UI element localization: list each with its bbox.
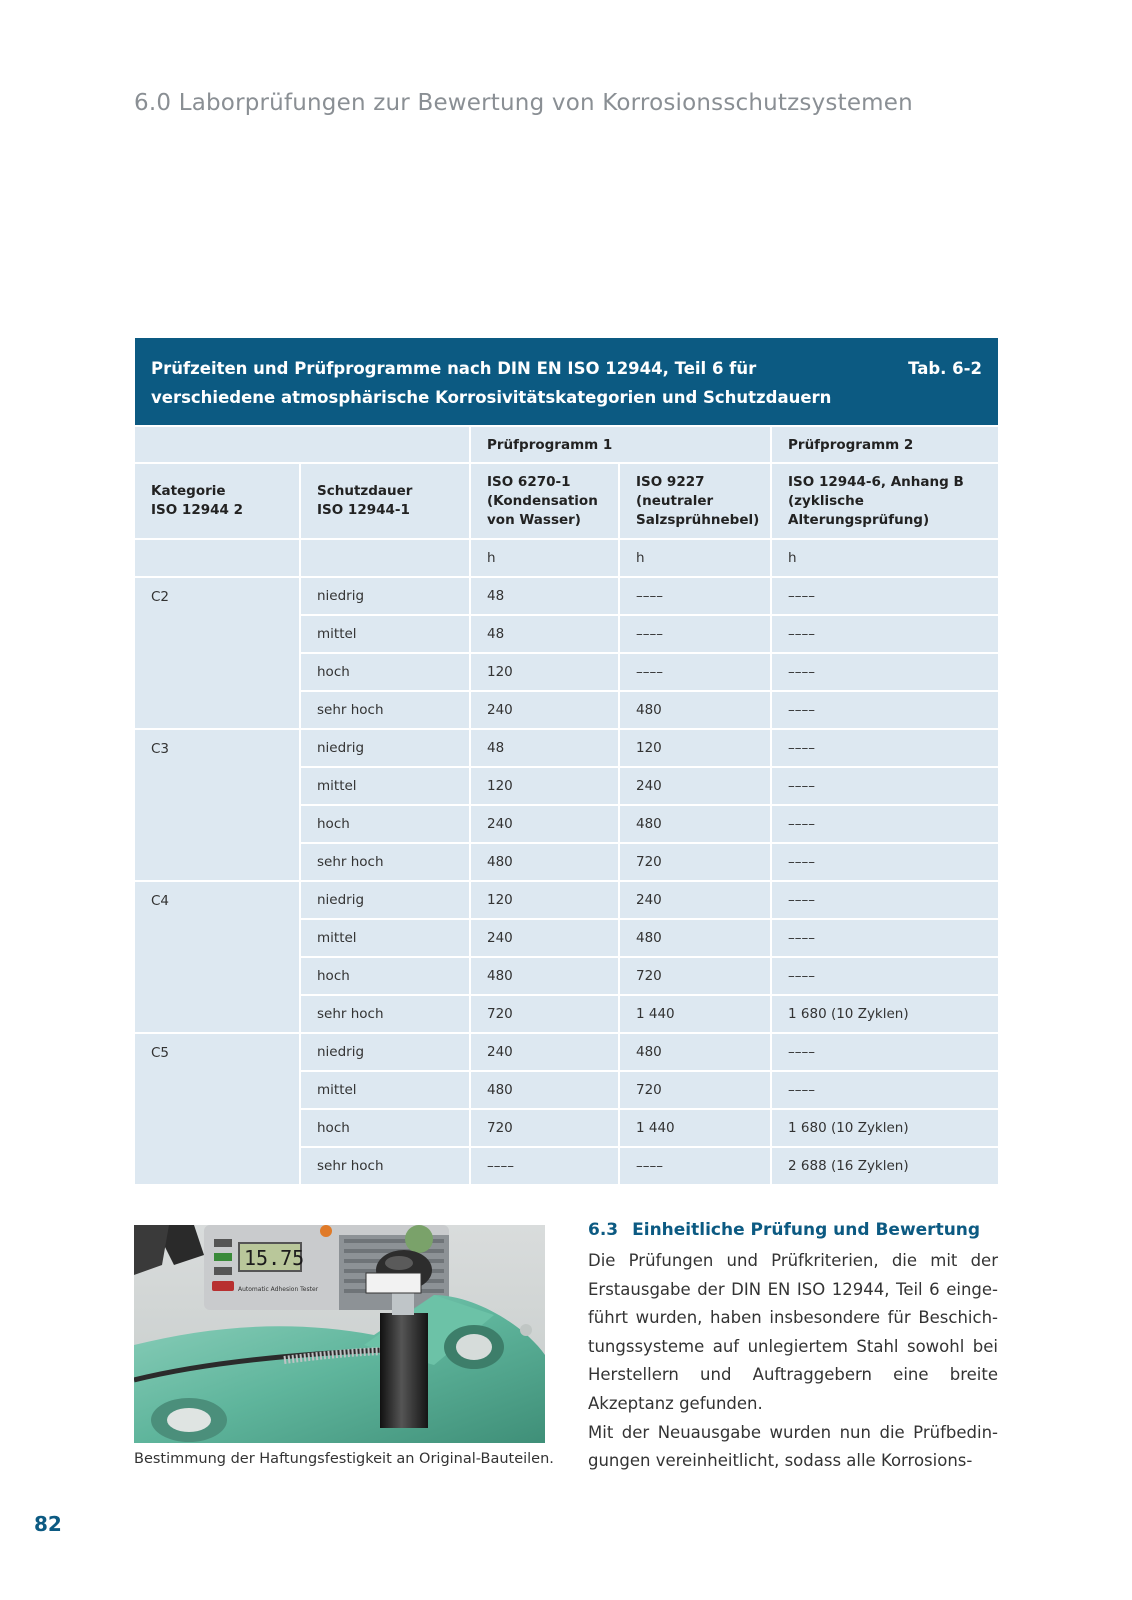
duration-cell: hoch	[301, 654, 471, 692]
col-iso6270-line: ISO 6270-1	[487, 473, 571, 490]
iso9227-cell: 120	[620, 730, 772, 768]
table-body	[135, 425, 998, 1186]
iso6270-cell: 120	[471, 882, 620, 920]
iso9227-cell: 480	[620, 692, 772, 730]
iso9227-cell: 1 440	[620, 996, 772, 1034]
duration-cell: niedrig	[301, 578, 471, 616]
tester-display-value: 15.75	[244, 1246, 305, 1270]
iso6270-cell: ––––	[471, 1148, 620, 1186]
col-kategorie-header	[135, 464, 301, 540]
col-iso12944-line: (zyklische Alterungsprüfung)	[788, 492, 930, 528]
iso12944-cell: ––––	[772, 1072, 998, 1110]
col-iso9227-line: Salzsprühnebel)	[636, 511, 760, 528]
duration-cell: hoch	[301, 1110, 471, 1148]
unit-empty	[301, 540, 471, 578]
program1-header: Prüfprogramm 1	[471, 425, 772, 464]
iso12944-cell: ––––	[772, 1034, 998, 1072]
iso12944-cell: ––––	[772, 882, 998, 920]
iso9227-cell: 240	[620, 768, 772, 806]
col-iso12944-header	[772, 464, 998, 540]
unit-cell: h	[471, 540, 620, 578]
iso6270-cell: 480	[471, 1072, 620, 1110]
iso6270-cell: 48	[471, 578, 620, 616]
category-cell: C3	[135, 730, 301, 882]
duration-cell: mittel	[301, 768, 471, 806]
iso12944-cell: ––––	[772, 844, 998, 882]
iso9227-cell: ––––	[620, 578, 772, 616]
iso9227-cell: ––––	[620, 1148, 772, 1186]
body-paragraph: Mit der Neuausgabe wurden nun die Prüfbedin-gungen vereinheitlicht, sodass alle Korrosions-	[588, 1422, 998, 1471]
iso9227-cell: 240	[620, 882, 772, 920]
table-row	[135, 1034, 998, 1072]
iso12944-cell: ––––	[772, 958, 998, 996]
tester-device-label: Automatic Adhesion Tester	[238, 1286, 319, 1293]
iso6270-cell: 480	[471, 958, 620, 996]
chapter-heading: 6.0 Laborprüfungen zur Bewertung von Korrosionsschutzsystemen	[134, 90, 913, 116]
category-cell: C5	[135, 1034, 301, 1186]
iso9227-cell: ––––	[620, 654, 772, 692]
unit-row	[135, 540, 998, 578]
iso9227-cell: 1 440	[620, 1110, 772, 1148]
duration-cell: mittel	[301, 920, 471, 958]
col-schutzdauer-line: Schutzdauer	[317, 483, 413, 499]
iso12944-cell: ––––	[772, 806, 998, 844]
iso9227-cell: 480	[620, 806, 772, 844]
iso12944-cell: ––––	[772, 692, 998, 730]
program-header-row	[135, 425, 998, 464]
col-schutzdauer-header	[301, 464, 471, 540]
section-number: 6.3	[588, 1220, 619, 1240]
iso6270-cell: 48	[471, 730, 620, 768]
col-iso9227-line: ISO 9227	[636, 473, 705, 490]
col-iso12944-line: ISO 12944-6, Anhang B	[788, 473, 964, 490]
iso9227-cell: 720	[620, 1072, 772, 1110]
section-body	[588, 1247, 998, 1476]
iso12944-cell: ––––	[772, 578, 998, 616]
iso12944-cell: ––––	[772, 768, 998, 806]
iso12944-cell: 1 680 (10 Zyklen)	[772, 996, 998, 1034]
duration-cell: mittel	[301, 1072, 471, 1110]
duration-cell: mittel	[301, 616, 471, 654]
duration-cell: niedrig	[301, 1034, 471, 1072]
col-iso9227-line: (neutraler	[636, 492, 714, 509]
duration-cell: niedrig	[301, 882, 471, 920]
iso6270-cell: 120	[471, 654, 620, 692]
duration-cell: niedrig	[301, 730, 471, 768]
iso12944-cell: ––––	[772, 616, 998, 654]
body-paragraph: Die Prüfungen und Prüfkriterien, die mit der Erstausgabe der DIN EN ISO 12944, Teil 6 einge-führt wurden, haben insbesondere für Beschich-tungssysteme auf unlegiertem Stahl sowohl bei Herstellern und Auftraggebern eine breite Akzeptanz gefunden.	[588, 1251, 998, 1413]
duration-cell: sehr hoch	[301, 996, 471, 1034]
iso9227-cell: 720	[620, 958, 772, 996]
photo-caption: Bestimmung der Haftungsfestigkeit an Original-Bauteilen.	[134, 1451, 554, 1467]
iso6270-cell: 720	[471, 996, 620, 1034]
table-row	[135, 882, 998, 920]
iso12944-cell: 1 680 (10 Zyklen)	[772, 1110, 998, 1148]
col-kategorie-line: Kategorie	[151, 483, 226, 499]
page-number: 82	[34, 1512, 62, 1536]
iso9227-cell: ––––	[620, 616, 772, 654]
table-row	[135, 578, 998, 616]
col-iso6270-line: (Kondensation	[487, 492, 598, 509]
program2-header: Prüfprogramm 2	[772, 425, 998, 464]
table-title: Prüfzeiten und Prüfprogramme nach DIN EN ISO 12944, Teil 6 für verschiedene atmosphärische Korrosivitätskategorien und Schutzdauern	[151, 359, 832, 407]
table-header	[135, 338, 998, 425]
duration-cell: hoch	[301, 806, 471, 844]
table-row	[135, 730, 998, 768]
iso6270-cell: 480	[471, 844, 620, 882]
col-kategorie-line: ISO 12944 2	[151, 502, 243, 518]
iso6270-cell: 240	[471, 920, 620, 958]
iso6270-cell: 120	[471, 768, 620, 806]
table-ref: Tab. 6-2	[908, 359, 982, 378]
duration-cell: sehr hoch	[301, 692, 471, 730]
duration-cell: sehr hoch	[301, 1148, 471, 1186]
iso12944-cell: ––––	[772, 920, 998, 958]
iso6270-cell: 240	[471, 1034, 620, 1072]
col-iso6270-header	[471, 464, 620, 540]
col-iso6270-line: von Wasser)	[487, 511, 581, 528]
unit-empty	[135, 540, 301, 578]
section-heading	[588, 1220, 980, 1240]
iso12944-cell: 2 688 (16 Zyklen)	[772, 1148, 998, 1186]
iso9227-cell: 480	[620, 920, 772, 958]
test-table	[135, 338, 998, 1186]
iso12944-cell: ––––	[772, 654, 998, 692]
unit-cell: h	[620, 540, 772, 578]
duration-cell: sehr hoch	[301, 844, 471, 882]
iso9227-cell: 480	[620, 1034, 772, 1072]
col-iso9227-header	[620, 464, 772, 540]
iso6270-cell: 48	[471, 616, 620, 654]
iso9227-cell: 720	[620, 844, 772, 882]
adhesion-tester-illustration	[134, 1225, 545, 1443]
unit-cell: h	[772, 540, 998, 578]
category-cell: C2	[135, 578, 301, 730]
program-header-empty	[135, 425, 471, 464]
category-cell: C4	[135, 882, 301, 1034]
col-schutzdauer-line: ISO 12944-1	[317, 502, 410, 518]
column-header-row	[135, 464, 998, 540]
adhesion-test-photo	[134, 1225, 545, 1443]
iso6270-cell: 240	[471, 806, 620, 844]
section-title: Einheitliche Prüfung und Bewertung	[632, 1220, 981, 1240]
iso6270-cell: 240	[471, 692, 620, 730]
duration-cell: hoch	[301, 958, 471, 996]
iso12944-cell: ––––	[772, 730, 998, 768]
iso6270-cell: 720	[471, 1110, 620, 1148]
